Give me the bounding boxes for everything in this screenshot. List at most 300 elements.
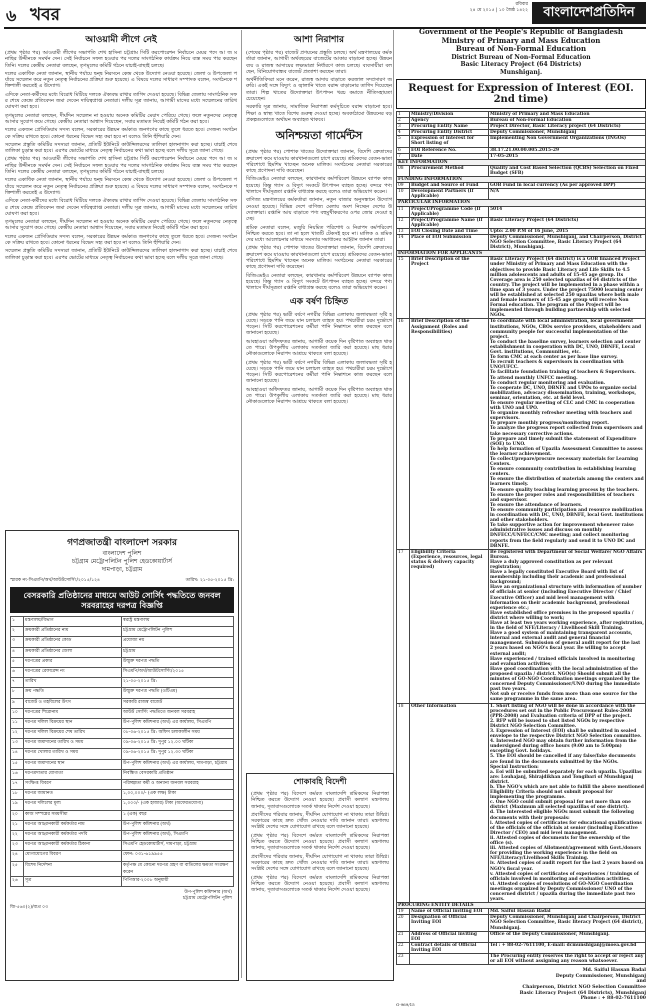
paragraph: (প্রথম পৃষ্ঠার পর) বিদেশে কর্মরত বাংলাদেশি শ্রমিকদের নিরাপত্তা নিশ্চিত করতে উদ্যোগ নেওয়া হয়েছে। প্রবাসী কল্যাণ মন্ত্রণালয় জানায়, দূতাবাসগুলোকে সতর্ক থাকার নির্দেশ দেওয়া হয়েছে। — [251, 832, 389, 852]
row-label — [410, 954, 489, 965]
row-label: Eligibility Criteria (Experience, resources, legal status & delivery capacity required) — [410, 549, 489, 703]
row-value: ০৮-০৬-২০১৫ খ্রি: অফিস চলাকালীন সময় — [122, 729, 234, 739]
row-number: 15 — [397, 257, 410, 319]
table-row — [11, 678, 234, 688]
eoi-sub-line: Basic Literacy Project (64 Districts) — [460, 61, 582, 68]
list-item: Have established office premises in the proposed upazila / district where willing to work; — [490, 610, 634, 621]
row-label: Agency — [410, 118, 489, 124]
row-number: ২৬ — [11, 876, 24, 886]
list-item: d. The interested eligible NGOs must submit the following documents with their proposals: — [490, 810, 634, 821]
row-value: সিএমপি/অর্থ/আউটসোর্সিং/২০১৫ — [122, 667, 234, 677]
list-item: Have an organizational structure with information of number of officials at senior (including Executive Director / Chief Executive Officer) and mid level management with information on their academic background, professional experience etc.; — [490, 585, 642, 611]
table-row — [397, 257, 646, 319]
row-label: Project/Programme Code (If Applicable) — [410, 206, 489, 217]
row-number: 11 — [397, 206, 410, 217]
list-item: 4. Interested NGO may obtain further information from the undersigned during office hours (9:00 am to 5:00pm) excepting Govt. holidays. — [490, 739, 637, 755]
list-item: To cooperate DC, UNO, DBNFE and UPOs to organize social mobilization, advocacy dissemination, training, workshops, seminar, orientation, etc. at field level. — [490, 385, 637, 401]
table-row — [11, 769, 234, 779]
paragraph: (প্রথম পৃষ্ঠার পর) পোশাক খাতের উদ্যোক্তারা জানান, বিদেশি ক্রেতাদের ক্রয়াদেশ কমে যাওয়ায় কারখানাগুলো চাপে রয়েছে। শ্রমিকদের বেতন-ভাতা পরিশোধে হিমশিম খাচ্ছেন অনেক মালিক। সংগঠনের নেতারা সরকারের কাছে প্রণোদনা দাবি করেছেন। — [246, 149, 392, 175]
row-label: দরপত্র আহ্বানকারী কর্মকর্তার পদবি — [24, 830, 122, 840]
list-item: To conduct regular monitoring and evaluation. — [490, 380, 606, 386]
list-item: To analyze the progress report collected from supervisors and take necessary corrective actions. — [490, 426, 643, 437]
table-row — [397, 915, 646, 931]
row-label: যোগাযোগের বিবরণ — [24, 851, 122, 861]
row-value: সরকারি রাজস্ব বাজেট — [122, 698, 234, 708]
row-value: 17-05-2015 — [489, 153, 646, 159]
table-row — [11, 718, 234, 728]
dateline-day: রবিবার — [515, 2, 528, 7]
row-number: ২২ — [11, 830, 24, 840]
row-value: ১,০০,০০০/- (এক লক্ষ) টাকা — [122, 790, 234, 800]
list-item: Be registered with Department of Social Welfare/ NGO Affairs Bureau. — [490, 549, 643, 560]
list-item: ii. Attested copies of documents for the ownership of the office (s). — [490, 835, 630, 847]
row-value: Quality and Cost Based Selection (QCBS) Selection on Fixed Budget (SFB) — [489, 165, 646, 176]
row-number: 23 — [397, 954, 410, 965]
article-headline: শোকাবহি বিদেশী — [293, 776, 347, 786]
row-value: ফোন: ০৩১-৬১৯৯৫৫ — [122, 851, 234, 861]
row-number: 08 — [397, 165, 410, 176]
row-number: 4 — [397, 130, 410, 136]
sign-line: Md. Saiful Hassan Badal — [582, 968, 646, 974]
ad-ref-date: তারিখ: ২১-০৫-২০১৫ খ্রি: — [185, 578, 234, 583]
sign-line: Chairperson, District NGO Selection Committee — [522, 984, 646, 990]
table-row — [397, 165, 646, 176]
row-value: নিবন্ধিত বেসরকারি প্রতিষ্ঠান — [122, 769, 234, 779]
row-value — [489, 319, 646, 549]
row-label: দরপত্রের প্রকার — [24, 657, 122, 667]
row-label: Development Partners (If Applicable) — [410, 189, 489, 200]
list-item: 3. Expression of Interest (EOI) shall be submitted in sealed envelope to the respective District NGO Selection committee. — [490, 728, 642, 740]
row-label: Procuring Entity District — [410, 130, 489, 136]
list-item: To ensure the proper roles and responsibilities of teachers and supervisor. — [490, 492, 635, 503]
article-body — [246, 312, 392, 406]
article-body — [246, 149, 392, 291]
row-label: Designation of Official Inviting EOI — [410, 915, 489, 931]
row-number: ৫ — [11, 657, 24, 667]
row-number: 1 — [397, 112, 410, 118]
table-row — [397, 942, 646, 953]
paragraph: দলের একাধিক নেতা জানান, স্থানীয় পর্যায়ে দ্বন্দ্ব নিরসনে কেন্দ্র থেকে উদ্যোগ নেওয়া হয়েছে। জেলা ও উপজেলা পর্যায়ে সম্মেলন করে নতুন নেতৃত্ব নির্বাচনের প্রক্রিয়া শুরু হয়েছে। এ বিষয়ে দলের সাধারণ সম্পাদক বলেন, সংগঠনকে শক্তিশালী করতেই এ উদ্যোগ। — [5, 70, 237, 90]
list-item: iii. Attested copies of Allotment/agreement with Govt./donors for providing the working experience in the field on NFE/Literacy/Livelihood Skills Training. — [490, 846, 642, 862]
eoi-banner: Request for Expression of Interest (EOI. 2nd time) — [396, 79, 646, 109]
row-label: দরপত্রের শিরোনাম — [24, 708, 122, 718]
list-item: c. One NGO could submit proposal for not more than one district (Maximum all selected upazillas of one district). — [490, 800, 631, 811]
table-row — [397, 549, 646, 703]
list-item: a. Eoi will be submitted separately for each upazila. Upazillas are: Louhajanj, Shirajdikhan and Tongibari of Munshiganj district. — [490, 769, 642, 785]
ad-signature — [12, 890, 232, 902]
row-label: EOI Reference No. — [410, 147, 489, 153]
list-item: Not sub or receive funds from more than one source for the same programme in the same area. — [490, 692, 638, 703]
row-label: সূত্র — [24, 876, 122, 886]
row-value: উপ-পুলিশ কমিশনার (অর্থ), সিএমপি — [122, 830, 234, 840]
row-label: Budget and Source of Fund — [410, 183, 489, 189]
row-value: Md. Saiful Hassan Badal — [489, 909, 646, 915]
paragraph: দলের একজন প্রেসিডিয়াম সদস্য বলেন, সরকারের উন্নয়ন কর্মকাণ্ড জনগণের কাছে তুলে ধরতে হবে। সেজন্য সংগঠনকে সক্রিয় রাখতে হবে। কোনো ধরনের বিভেদ সহ্য করা হবে না বলেও তিনি হুঁশিয়ারি দেন। — [5, 233, 237, 247]
row-value: ১,০০০/- (এক হাজার) টাকা (অফেরতযোগ্য) — [122, 800, 234, 810]
paragraph: (প্রথম পৃষ্ঠার পর) বিদেশে কর্মরত বাংলাদেশি শ্রমিকদের নিরাপত্তা নিশ্চিত করতে উদ্যোগ নেওয়া হয়েছে। প্রবাসী কল্যাণ মন্ত্রণালয় জানায়, দূতাবাসগুলোকে সতর্ক থাকার নির্দেশ দেওয়া হয়েছে। — [251, 791, 389, 810]
table-row — [397, 319, 646, 549]
item-list — [490, 704, 644, 903]
list-item: Have a legally constituted Executive Board with list of membership including their academic and professional background; — [490, 570, 627, 586]
ad-sign-line: চট্টগ্রাম মেট্রোপলিটন পুলিশ — [182, 895, 232, 901]
row-label: Other Information — [410, 703, 489, 903]
row-value — [489, 549, 646, 703]
row-value: সিএমপি হেডকোয়ার্টার্স, দামপাড়া, চট্টগ্রাম — [122, 841, 234, 851]
row-label: দরপত্র জমাদানের স্থান — [24, 759, 122, 769]
list-item: To recruit teachers & supervisors in coordination with UNO/UFCC. — [490, 360, 624, 371]
paragraph: দলের একাধিক নেতা জানান, স্থানীয় পর্যায়ে দ্বন্দ্ব নিরসনে কেন্দ্র থেকে উদ্যোগ নেওয়া হয়েছে। জেলা ও উপজেলা পর্যায়ে সম্মেলন করে নতুন নেতৃত্ব নির্বাচনের প্রক্রিয়া শুরু হয়েছে। এ বিষয়ে দলের সাধারণ সম্পাদক বলেন, সংগঠনকে শক্তিশালী করতেই এ উদ্যোগ। — [5, 177, 237, 196]
list-item: To take supportive action for improvement whenever raise administrative issues and discuss on monthly DNFECC/UNFECC/CMC meeting; and collect monitoring reports from the field regularly and send it to UNO DC and DBNFE. — [490, 523, 636, 549]
paragraph: প্রবাসীদের পরিবার জানায়, দীর্ঘদিন যোগাযোগ না থাকায় তারা উদ্বিগ্ন। সরকারের কাছে দ্রুত খোঁজ নেওয়ার দাবি জানান তারা। মন্ত্রণালয় সংশ্লিষ্ট দেশের সঙ্গে যোগাযোগ রাখছে বলে জানানো হয়েছে। — [251, 811, 389, 831]
table-row — [11, 749, 234, 759]
sign-line: Basic Literacy Project (64 Districts), Munshiganj — [519, 990, 646, 996]
row-value: Basic Literacy Project (64 Districts) — [489, 217, 646, 228]
row-label: দরপত্র দলিল বিক্রয়ের স্থান — [24, 718, 122, 728]
list-item: i. Attested copies of certificates for educational qualifications of the officials of the officials at senior (including Executive Director / CEO) and mid level management. — [490, 820, 642, 836]
eoi-gov-line: Ministry of Primary and Mass Education — [441, 35, 601, 45]
row-value: Bureau of Non-Formal Education — [489, 118, 646, 124]
row-label: Name of Official inviting EOI — [410, 909, 489, 915]
table-row — [11, 861, 234, 876]
row-number: 5 — [397, 136, 410, 147]
section-heading: PROCURING ENTITY DETAILS — [397, 903, 646, 909]
row-number: 20 — [397, 915, 410, 931]
table-row — [397, 954, 646, 965]
article-headline: অনিশ্চয়তা গার্মেন্টস — [275, 129, 363, 143]
list-item: To facilitate foundation training of teachers & Supervisors. — [490, 370, 636, 376]
table-row — [11, 790, 234, 800]
tender-notice-ad — [5, 530, 239, 981]
row-number: ১ — [11, 617, 24, 627]
row-number: ৮ — [11, 688, 24, 698]
row-number: ৩ — [11, 637, 24, 647]
row-label: দরপত্র আহ্বানকারী কর্মকর্তার ঠিকানা — [24, 841, 122, 851]
row-value: পরিচ্ছন্নতা কর্মী ও অন্যান্য জনবল সরবরাহ — [122, 780, 234, 790]
row-value: N/A — [489, 189, 646, 200]
row-label: দরপত্র জামানত — [24, 790, 122, 800]
row-label: বিশেষ নির্দেশনা — [24, 861, 122, 876]
row-label: Project/Programme Name (If Applicable) — [410, 217, 489, 228]
row-number: 09 — [397, 183, 410, 189]
table-row — [11, 841, 234, 851]
eoi-sub-line: District Bureau of Non-Formal Education — [451, 53, 591, 61]
row-number: ১৫ — [11, 759, 24, 769]
row-value: উপ-পুলিশ কমিশনার (অর্থ) এর কার্যালয়, সিএমপি — [122, 718, 234, 728]
dateline-date: ২৪ মে ২০১৫ | ১০ জৈষ্ঠ ১৪২২ — [469, 8, 528, 13]
ad-sign-line: উপ-পুলিশ কমিশনার (অর্থ) — [184, 889, 232, 895]
ad-org-line: বাংলাদেশ পুলিশ — [102, 550, 142, 557]
eoi-gov-line: Government of the People's Republic of Bangladesh — [419, 27, 623, 36]
row-label: Brief Description of the Project — [410, 257, 489, 319]
row-number: ১৯ — [11, 800, 24, 810]
paragraph: (প্রথম পৃষ্ঠার পর) আওয়ামী লীগের সভাপতি শেখ হাসিনা চট্টগ্রাম সিটি করপোরেশন নির্বাচনে মেয়র পদে আ জ ম নাছির উদ্দীনকে সমর্থন দেন। সেই নির্বাচনে সফল হওয়ার পর দলের সাংগঠনিক কার্যক্রম নিয়ে ব্যস্ত সময় পার করছেন তিনি। দলের কেন্দ্রীয় নেতারা বলছেন, তৃণমূলের কমিটি গঠনে যাচাই-বাছাই চলছে। — [5, 156, 237, 176]
paragraph: তৃণমূলের নেতারা বলছেন, দীর্ঘদিন সম্মেলন না হওয়ায় অনেক কমিটির মেয়াদ পেরিয়ে গেছে। ফলে নতুনদের নেতৃত্বে আসার সুযোগ কমে গেছে। কেন্দ্রীয় নেতারা আশ্বাস দিয়েছেন, সবার মতামত নিয়েই কমিটি গঠন করা হবে। — [5, 219, 237, 232]
row-number: 16 — [397, 319, 410, 549]
article-col1 — [5, 30, 237, 526]
item-list — [490, 319, 644, 548]
row-label: ক্রয়কারী প্রতিষ্ঠানের নাম — [24, 627, 122, 637]
row-label: ক্রয়কারী প্রতিষ্ঠানের জেলা — [24, 647, 122, 657]
table-row — [11, 810, 234, 820]
row-value: প্রযোজ্য নয় — [122, 637, 234, 647]
list-item: To conduct the baseline survey, learners selection and center establishment in cooperation with DC, UNO, DBNFE, Local Govt. institutions, Communities, etc. — [490, 339, 641, 356]
list-item: iv. Attested copies of audit report for the last 2 years based on NGO's fiscal year. — [490, 861, 644, 872]
row-number: ১৬ — [11, 769, 24, 779]
row-number: ২৫ — [11, 861, 24, 876]
row-number: ১০ — [11, 708, 24, 718]
row-value: Ministry of Primary and Mass Education — [489, 112, 646, 118]
table-row — [11, 729, 234, 739]
table-row — [11, 667, 234, 677]
masthead — [4, 2, 646, 26]
row-number: ১১ — [11, 718, 24, 728]
row-label: বাজেট ও তহবিলের উৎস — [24, 698, 122, 708]
article-headline: এক বর্ষণ চিহ্নিত — [289, 296, 349, 307]
list-item: b. The NGO's which are not able to fulfill the above mentioned Eligibility Criteria should not submit proposal for implementing the programme. — [490, 785, 644, 801]
row-number: ২ — [11, 627, 24, 637]
table-row — [11, 657, 234, 667]
row-number: ১৩ — [11, 739, 24, 749]
row-number: 3 — [397, 124, 410, 130]
row-value — [489, 703, 646, 903]
row-label: দরপত্রের রেফারেন্স নং — [24, 667, 122, 677]
row-label: দরপত্র খোলার তারিখ ও সময় — [24, 749, 122, 759]
row-number: 2 — [397, 118, 410, 124]
section-name: খবর — [30, 5, 60, 25]
paragraph: তৃণমূলের নেতারা বলছেন, দীর্ঘদিন সম্মেলন না হওয়ায় অনেক কমিটির মেয়াদ পেরিয়ে গেছে। ফলে নতুনদের নেতৃত্বে আসার সুযোগ কমে গেছে। কেন্দ্রীয় নেতারা আশ্বাস দিয়েছেন, সবার মতামত নিয়েই কমিটি গঠন করা হবে। — [5, 112, 237, 125]
paragraph: (প্রথম পৃষ্ঠার পর) পোশাক খাতের উদ্যোক্তারা জানান, বিদেশি ক্রেতাদের ক্রয়াদেশ কমে যাওয়ায় কারখানাগুলো চাপে রয়েছে। শ্রমিকদের বেতন-ভাতা পরিশোধে হিমশিম খাচ্ছেন অনেক মালিক। সংগঠনের নেতারা সরকারের কাছে প্রণোদনা দাবি করেছেন। — [246, 245, 392, 271]
row-value: 38.17.21.00.00.005.2015-29 — [489, 147, 646, 153]
table-row — [11, 851, 234, 861]
paragraph: দলের একজন প্রেসিডিয়াম সদস্য বলেন, সরকারের উন্নয়ন কর্মকাণ্ড জনগণের কাছে তুলে ধরতে হবে। সেজন্য সংগঠনকে সক্রিয় রাখতে হবে। কোনো ধরনের বিভেদ সহ্য করা হবে না বলেও তিনি হুঁশিয়ারি দেন। — [5, 127, 237, 140]
ad-reference — [10, 577, 234, 584]
item-list — [490, 550, 644, 703]
table-row — [11, 876, 234, 886]
row-number: 6 — [397, 147, 410, 153]
list-item: Special Instruction: — [490, 764, 539, 770]
row-number: ২১ — [11, 820, 24, 830]
table-row — [397, 703, 646, 903]
row-number: 18 — [397, 703, 410, 903]
eoi-notice — [396, 27, 646, 1007]
row-label: Ministry/Division — [410, 112, 489, 118]
row-value: 5014 — [489, 206, 646, 217]
row-value: Office of the Deputy Commissioner, Munshiganj. — [489, 931, 646, 942]
table-row — [397, 124, 646, 130]
row-value: উন্মুক্ত দরপত্র পদ্ধতি — [122, 657, 234, 667]
list-item: To organize monthly refresher meeting with teachers and supervisors. — [490, 411, 632, 422]
row-value: Implementing Non Government Organizations (INGOs) — [489, 136, 646, 147]
row-label: ক্রয়কারী প্রতিষ্ঠানের কোড — [24, 637, 122, 647]
list-item: To help formation of Upazila Assessment Committee to assess the learner achievement. — [490, 446, 643, 457]
list-item: To ensure the distribution of materials among the centers and learners timely. — [490, 477, 644, 488]
list-item: To ensure community contribution in establishing learning centers. — [490, 467, 636, 478]
paragraph: (শেষের পৃষ্ঠার পর) বাজেট প্রণয়নের প্রস্তুতি চলছে। অর্থ মন্ত্রণালয়ের কর্মকর্তারা জানান, আগামী অর্থবছরের বাজেটের আকার বাড়ানো হচ্ছে। উন্নয়ন ব্যয় ও রাজস্ব আদায়ের লক্ষ্যমাত্রা নির্ধারণে কাজ চলছে। ব্যবসায়ীরা বলছেন, বিনিয়োগবান্ধব বাজেট প্রত্যাশা করছেন তারা। — [246, 50, 392, 75]
eoi-table — [396, 111, 646, 965]
table-row — [11, 617, 234, 627]
row-number: 14 — [397, 234, 410, 250]
paragraph: শ্রমিক নেতারা বলেন, মজুরি নিয়মিত পরিশোধ ও নিরাপদ কর্মপরিবেশ নিশ্চিত করতে হবে। তা না হলে খাতটি টেকসই হবে না। মালিক ও শ্রমিকদের মধ্যে আলোচনার মাধ্যমে সমস্যার সমাধানের আহ্বান জানান তারা। — [246, 224, 392, 244]
dateline — [448, 2, 528, 14]
table-row — [11, 780, 234, 790]
row-value: ১ (এক) বছর — [122, 810, 234, 820]
row-label: সংক্ষিপ্ত বিবরণ — [24, 780, 122, 790]
row-number: ৬ — [11, 667, 24, 677]
list-item: Have a good system of maintaining transparent accounts, internal and external audit and general financial management. Submission of general audit report for the last 2 years based on NGO's fiscal year. Be willing to accept external audit; — [490, 631, 641, 657]
eoi-signature — [396, 968, 646, 1002]
row-number: 10 — [397, 189, 410, 200]
list-item: To ensure the attendance of learners. — [490, 502, 583, 508]
list-item: Have experienced / trained officials involved in monitoring and evaluation activities; — [490, 656, 635, 667]
row-label: দরপত্র জমাদানের তারিখ ও সময় — [24, 739, 122, 749]
row-label: দরপত্র দলিলের মূল্য — [24, 800, 122, 810]
row-value: কর্তৃপক্ষ যে কোনো দরপত্র গ্রহণ বা বাতিলের ক্ষমতা সংরক্ষণ করেন — [122, 861, 234, 876]
row-value: Upto: 2.00 P.M of 16 June, 2015 — [489, 228, 646, 234]
row-value: Deputy Commissioner, Munshiganj — [489, 130, 646, 136]
row-number: 19 — [397, 909, 410, 915]
table-row — [397, 183, 646, 189]
section-heading: PARTICULAR INFORMATION — [397, 200, 646, 206]
row-value: GOB Fund in local currency (As per approved DPP) — [489, 183, 646, 189]
list-item: vi. Attested copies of resolutions of GO-NGO Coordination meetings organized by Deputy Commissioner/ UNO of the concerned district / upazila during the immediate past two years. — [490, 881, 635, 903]
list-item: To ensure community participation and resource mobilization in coordination with DC, UNO, DBNFE, local Govt. institutions and other stakeholders. — [490, 507, 644, 524]
row-number: ২৩ — [11, 841, 24, 851]
list-item: To coordinate with local administration, local government institutions, NGOs, CBOs service providers, stakeholders and community people for successful implementation of the project. — [490, 319, 642, 340]
eoi-sub-line: Munshiganj. — [499, 68, 543, 76]
row-label: দরপত্রদাতার যোগ্যতা — [24, 769, 122, 779]
list-item: To prepare and timely submit the statement of Expenditure (SOE) to UNO. — [490, 436, 637, 447]
table-row — [11, 708, 234, 718]
list-item: Have at least two years working experience, after registration, in the field of NFE/Literacy / Livelihood Skill Training. — [490, 621, 644, 632]
ad-code: জি-৫৬০(২)/বাপ্র ০৩ — [10, 904, 49, 910]
paragraph: সম্মেলন প্রস্তুতি কমিটির সদস্যরা জানান, প্রতিটি ইউনিটে কাউন্সিলরদের তালিকা হালনাগাদ করা হচ্ছে। যাচাই শেষে তালিকা চূড়ান্ত করা হবে। এরপর ভোটের মাধ্যমে নেতৃত্ব নির্বাচনের কথা ভাবা হচ্ছে বলে দলীয় সূত্রে জানা গেছে। — [5, 248, 237, 261]
row-value: Deputy Commissioner, Munshiganj and Chairperson, District NGO Selection Committee, Basic literacy Project (64 district), Munshiganj. — [489, 915, 646, 931]
row-label: কাজ সম্পন্নের সময়সীমা — [24, 810, 122, 820]
section-heading: FUNDING INFORMATION — [397, 177, 646, 183]
eoi-gov-line: Bureau of Non-Formal Education — [455, 44, 587, 53]
list-item: Have good coordination with the local administration of the proposed upazila / district. NGO(s) Should submit all the minutes of GO-NGO Coordination meetings organized by the concerned Deputy Commissioner/UNO during the immediate past two years. — [490, 666, 640, 693]
paragraph: (প্রথম পৃষ্ঠার পর) আওয়ামী লীগের সভাপতি শেখ হাসিনা চট্টগ্রাম সিটি করপোরেশন নির্বাচনে মেয়র পদে আ জ ম নাছির উদ্দীনকে সমর্থন দেন। সেই নির্বাচনে সফল হওয়ার পর দলের সাংগঠনিক কার্যক্রম নিয়ে ব্যস্ত সময় পার করছেন তিনি। দলের কেন্দ্রীয় নেতারা বলছেন, তৃণমূলের কমিটি গঠনে যাচাই-বাছাই চলছে। — [5, 50, 237, 69]
row-label: Contract details of Official Inviting EOI — [410, 942, 489, 953]
table-row — [11, 647, 234, 657]
row-label: Brief Description of the Assignment (Roles and Responsibilities) — [410, 319, 489, 549]
paragraph: আবহাওয়া অধিদফতর জানায়, আগামী কয়েক দিন বৃষ্টিপাত অব্যাহত থাকতে পারে। উপকূলীয় এলাকায় সতর্কতা জারি করা হয়েছে। মাছ ধরার নৌকাগুলোকে নিরাপদ আশ্রয়ে থাকতে বলা হয়েছে। — [246, 386, 392, 406]
list-item: To form CMC at each center as per base line survey. — [490, 355, 618, 361]
paragraph: বিজিএমইএ নেতারা বলছেন, কারখানার কর্মপরিবেশ উন্নয়নে ব্যাপক কাজ হয়েছে। কিন্তু গ্যাস ও বিদ্যুৎ সংকটে উৎপাদন ব্যাহত হচ্ছে। বন্দরে পণ্য খালাসে দীর্ঘসূত্রতা রপ্তানি বাধাগ্রস্ত করছে বলেও তারা অভিযোগ করেন। — [246, 176, 392, 196]
paragraph: (প্রথম পৃষ্ঠার পর) ভারী বর্ষণে নগরীর বিভিন্ন এলাকায় জলাবদ্ধতা সৃষ্টি হয়েছে। সড়কে পানি জমে যান চলাচল ব্যাহত হয়। পথচারীরা চরম দুর্ভোগে পড়েন। সিটি করপোরেশনের কর্মীরা পানি নিষ্কাশনে কাজ করছেন বলে জানানো হয়েছে। — [246, 359, 392, 385]
row-label: দরপত্র দলিল বিক্রয়ের শেষ তারিখ — [24, 729, 122, 739]
paragraph: সম্মেলন প্রস্তুতি কমিটির সদস্যরা জানান, প্রতিটি ইউনিটে কাউন্সিলরদের তালিকা হালনাগাদ করা হচ্ছে। যাচাই শেষে তালিকা চূড়ান্ত করা হবে। এরপর ভোটের মাধ্যমে নেতৃত্ব নির্বাচনের কথা ভাবা হচ্ছে বলে দলীয় সূত্রে জানা গেছে। — [5, 141, 237, 155]
list-item: v. Attested copies of certificates of experiences / trainings of officials involved in monitoring and evaluation activities. — [490, 871, 639, 882]
row-number: ৯ — [11, 698, 24, 708]
list-item: To collect/prepare/procure necessary materials for Learning Centers. — [490, 457, 639, 468]
table-row — [11, 698, 234, 708]
row-label: Date — [410, 153, 489, 159]
table-row — [397, 931, 646, 942]
paragraph: এদিকে নেতা-কর্মীদের মধ্যে বিরোধ মিটিয়ে দলকে ঐক্যবদ্ধ রাখার তাগিদ দেওয়া হয়েছে। বিভিন্ন জেলায় সাংগঠনিক সফর শেষে কেন্দ্রে প্রতিবেদন জমা দেবেন দায়িত্বপ্রাপ্ত নেতারা। দলীয় সূত্র জানায়, আগামী মাসের মধ্যে সম্মেলনের তারিখ ঘোষণা করা হবে। — [5, 198, 237, 217]
article-body — [246, 50, 392, 123]
row-value: Tel : + 88-02-7611100, E-mail: dcmunshiganj@moea.gov.bd — [489, 942, 646, 953]
row-label: দরপত্র আহ্বানকারী কর্মকর্তার নাম — [24, 820, 122, 830]
row-value: চট্টগ্রাম মেট্রোপলিটন পুলিশ — [122, 627, 234, 637]
sign-line: Deputy Commissioner, Munshiganj — [555, 973, 646, 979]
row-number: 7 — [397, 153, 410, 159]
row-number: ২৪ — [11, 851, 24, 861]
row-label: Place of EOI Submission — [410, 234, 489, 250]
eoi-code: G-969/15 — [396, 1001, 415, 1007]
list-item: 1. Short listing of NGO will be done in accordance with the procedures set out in the Public Procurement Rules-2008 (PPR-2008) and Evaluation criteria of DPP of the project. — [490, 703, 636, 719]
sign-line: Phone : + 88-02-7611100 — [580, 996, 646, 1002]
row-label: EOI Closing Date and Time — [410, 228, 489, 234]
table-row — [11, 688, 234, 698]
row-value: ০৯-০৬-২০১৫ খ্রি: দুপুর ১২.০০ ঘটিকা — [122, 739, 234, 749]
table-row — [11, 830, 234, 840]
article-col2 — [246, 30, 392, 768]
row-number: 17 — [397, 549, 410, 703]
row-value: ২১-০৫-২০১৫ খ্রি: — [122, 678, 234, 688]
row-number: 21 — [397, 931, 410, 942]
list-item: To ensure regular meeting of CLC and CMC in cooperation with UNO and UPO. — [490, 400, 635, 412]
row-value: উন্মুক্ত দরপত্র পদ্ধতি (ওটিএম) — [122, 688, 234, 698]
row-number: ১২ — [11, 729, 24, 739]
row-value: Deputy Commissioner, Munshiganj, and Chairperson, District NGO Selection Committee, Basic Literacy Project (64 District), Munshiganj. — [489, 234, 646, 250]
table-row — [11, 759, 234, 769]
row-value: চট্টগ্রাম — [122, 647, 234, 657]
ad-banner: বেসরকারি প্রতিষ্ঠানের মাধ্যমে আউট সোর্সিং পদ্ধতিতে জনবল সরবরাহের দরপত্র বিজ্ঞপ্তি — [10, 587, 234, 613]
paragraph: এদিকে নেতা-কর্মীদের মধ্যে বিরোধ মিটিয়ে দলকে ঐক্যবদ্ধ রাখার তাগিদ দেওয়া হয়েছে। বিভিন্ন জেলায় সাংগঠনিক সফর শেষে কেন্দ্রে প্রতিবেদন জমা দেবেন দায়িত্বপ্রাপ্ত নেতারা। দলীয় সূত্র জানায়, আগামী মাসের মধ্যে সম্মেলনের তারিখ ঘোষণা করা হবে। — [5, 91, 237, 111]
sign-line: and — [636, 979, 646, 985]
row-label: Procurement Method — [410, 165, 489, 176]
paragraph: আবহাওয়া অধিদফতর জানায়, আগামী কয়েক দিন বৃষ্টিপাত অব্যাহত থাকতে পারে। উপকূলীয় এলাকায় সতর্কতা জারি করা হয়েছে। মাছ ধরার নৌকাগুলোকে নিরাপদ আশ্রয়ে থাকতে বলা হয়েছে। — [246, 338, 392, 358]
paragraph: বিজিএমইএ নেতারা বলছেন, কারখানার কর্মপরিবেশ উন্নয়নে ব্যাপক কাজ হয়েছে। কিন্তু গ্যাস ও বিদ্যুৎ সংকটে উৎপাদন ব্যাহত হচ্ছে। বন্দরে পণ্য খালাসে দীর্ঘসূত্রতা রপ্তানি বাধাগ্রস্ত করছে বলেও তারা অভিযোগ করেন। — [246, 272, 392, 292]
list-item: Have a duly approved constitution as per relevant registration; — [490, 559, 613, 570]
row-label: তারিখ — [24, 678, 122, 688]
section-heading: INFORMATION FOR APPLICANTS — [397, 251, 646, 257]
row-value: উপ-পুলিশ কমিশনার (অর্থ) — [122, 820, 234, 830]
paragraph: সরকারি সূত্র জানায়, সামাজিক নিরাপত্তা কর্মসূচিতে বরাদ্দ বাড়ানো হবে। শিক্ষা ও স্বাস্থ্য খাতে বিশেষ গুরুত্ব দেওয়া হচ্ছে। অবকাঠামো উন্নয়নের বড় প্রকল্পগুলোতে অর্থায়ন অব্যাহত থাকবে। — [246, 104, 392, 123]
row-value: উপ-পুলিশ কমিশনার (অর্থ) এর কার্যালয়, দামপাড়া, চট্টগ্রাম — [122, 759, 234, 769]
row-label: Address of Official inviting EOI — [410, 931, 489, 942]
ad-gov-title: গণপ্রজাতন্ত্রী বাংলাদেশ সরকার — [67, 538, 177, 548]
row-label: ক্রয় পদ্ধতি — [24, 688, 122, 698]
list-item: To ensure quality teaching learning process by the teachers. — [490, 487, 639, 493]
article-headline: আশা নিরাশার — [294, 35, 344, 45]
row-number: 12 — [397, 217, 410, 228]
column-divider — [241, 30, 242, 978]
row-number: ২০ — [11, 810, 24, 820]
table-row — [11, 637, 234, 647]
table-row — [397, 136, 646, 147]
row-label: Expression of Interest for Short listing of — [410, 136, 489, 147]
table-row — [397, 217, 646, 228]
brand-logo: বাংলাদেশপ্রতিদিন — [532, 2, 646, 24]
table-row — [397, 234, 646, 250]
row-number: 13 — [397, 228, 410, 234]
tender-table — [10, 616, 234, 887]
list-item: 5. The EOI should be cancelled if any false/fake documents are found in the documents submitted by the NGOs. — [490, 754, 636, 765]
paragraph: (প্রথম পৃষ্ঠার পর) বিদেশে কর্মরত বাংলাদেশি শ্রমিকদের নিরাপত্তা নিশ্চিত করতে উদ্যোগ নেওয়া হয়েছে। প্রবাসী কল্যাণ মন্ত্রণালয় জানায়, দূতাবাসগুলোকে সতর্ক থাকার নির্দেশ দেওয়া হয়েছে। — [251, 874, 389, 894]
list-item: 2. RFP will be issued to shot listed NGOs by respective District NGO Selection Committee. — [490, 718, 625, 729]
table-row — [11, 627, 234, 637]
row-value: স্বরাষ্ট্র মন্ত্রণালয় — [122, 617, 234, 627]
article-box — [246, 773, 394, 981]
table-row — [11, 739, 234, 749]
paragraph: বাণিজ্য মন্ত্রণালয়ের কর্মকর্তারা জানান, নতুন বাজার অনুসন্ধানে উদ্যোগ নেওয়া হয়েছে। বিভিন্ন দেশে বাণিজ্য মেলায় অংশ নিচ্ছেন দেশের উদ্যোক্তারা। রপ্তানি আয় বাড়াতে পণ্য বহুমুখীকরণের ওপর জোর দেওয়া হচ্ছে। — [246, 197, 392, 223]
ad-ref-number: স্মারক নং-সিএমপি/অর্থ/আউটসোর্সিং/২০১৫/১২৪ — [10, 578, 100, 583]
row-label: Procuring Entity Name — [410, 124, 489, 130]
row-value: পিপিআর-২০০৮ অনুযায়ী — [122, 876, 234, 886]
article-headline: আওয়ামী লীগে নেই — [85, 35, 157, 45]
